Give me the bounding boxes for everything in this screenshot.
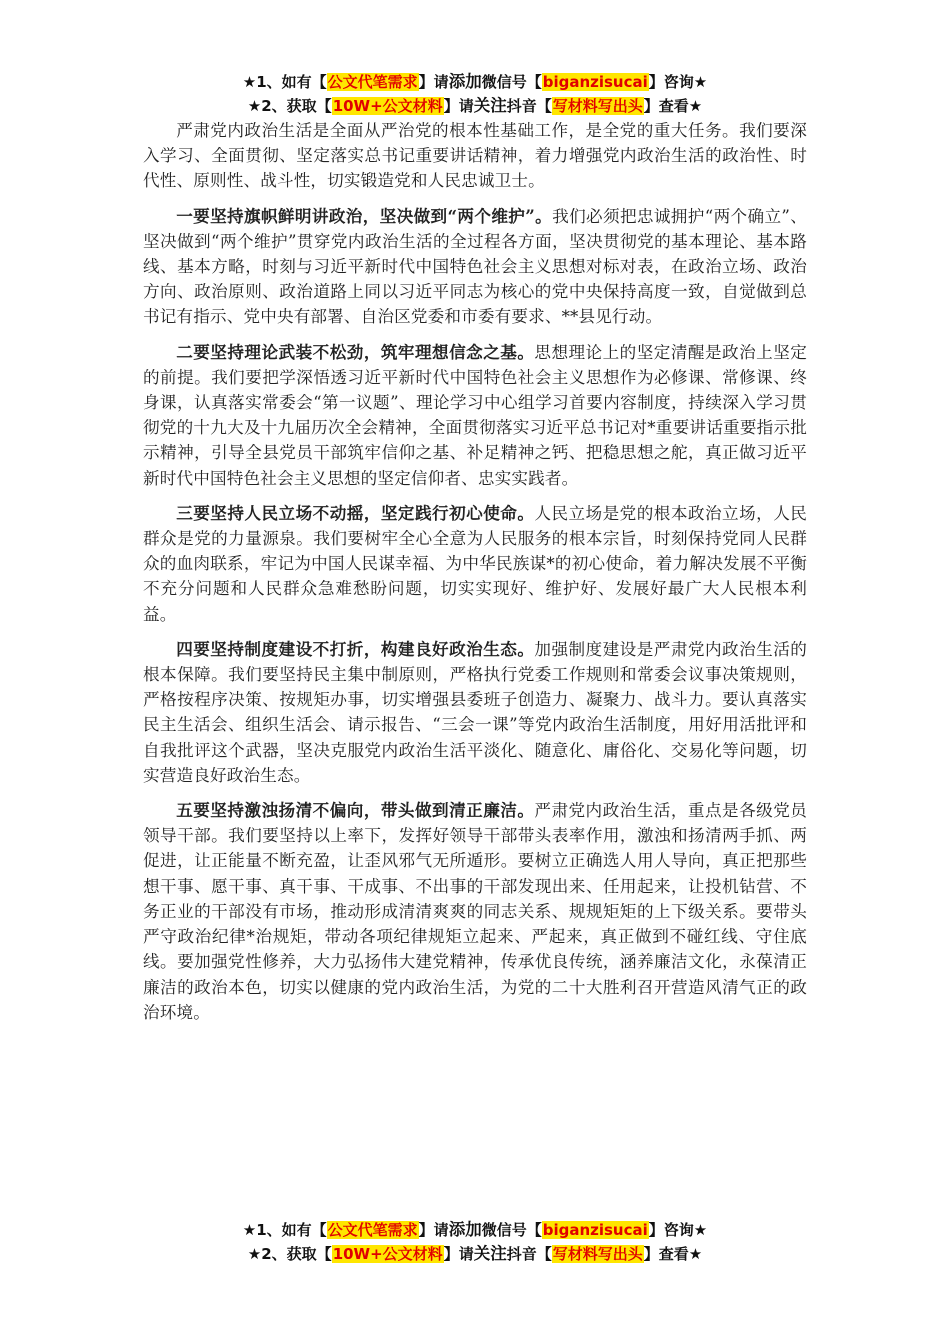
section-lead: 一要坚持旗帜鲜明讲政治，坚决做到“两个维护”。 <box>176 205 553 226</box>
promo-text: 抖音【 <box>506 1245 552 1263</box>
promo-text: ★2、获取【 <box>247 1245 332 1263</box>
promo-text: ★1、如有【 <box>242 73 327 91</box>
section-lead: 二要坚持理论武装不松劲，筑牢理想信念之基。 <box>176 341 535 362</box>
promo-douyin-id: 写材料写出头 <box>552 1245 643 1263</box>
promo-emphasis: 关注 <box>473 96 507 115</box>
promo-emphasis: 关注 <box>473 1244 507 1263</box>
promo-highlight: 公文代笔需求 <box>327 73 418 91</box>
promo-wechat-id: biganzisucai <box>542 1221 648 1239</box>
promo-highlight: 10W+公文材料 <box>332 1245 443 1263</box>
section-lead: 三要坚持人民立场不动摇，坚定践行初心使命。 <box>176 502 535 523</box>
promo-line-2 <box>0 1242 950 1266</box>
promo-text: 】请 <box>443 97 474 115</box>
promo-highlight: 10W+公文材料 <box>332 97 443 115</box>
section-text: 严肃党内政治生活，重点是各级党员领导干部。我们要坚持以上率下，发挥好领导干部带头表率作用，激浊和扬清两手抓、两促进，让正能量不断充盈，让歪风邪气无所遁形。要树立正确选人用人导向，真正把那些想干事、愿干事、真干事、干成事、不出事的干部发现出来、任用起来，让投机钻营、不务正业的干部没有市场，推动形成清清爽爽的同志关系、规规矩矩的上下级关系。要带头严守政治纪律*治规矩，带动各项纪律规矩立起来、严起来，真正做到不碰红线、守住底线。要加强党性修养，大力弘扬伟大建党精神，传承优良传统，涵养廉洁文化，永葆清正廉洁的政治本色，切实以健康的党内政治生活，为党的二十大胜利召开营造风清气正的政治环境。 <box>143 801 807 1022</box>
promo-line-1 <box>0 1218 950 1242</box>
promo-text: 】咨询★ <box>648 1221 708 1239</box>
promo-text: 】请 <box>418 1221 449 1239</box>
promo-text: 】请 <box>418 73 449 91</box>
intro-paragraph: 严肃党内政治生活是全面从严治党的根本性基础工作，是全党的重大任务。我们要深入学习、全面贯彻、坚定落实总书记重要讲话精神，着力增强党内政治生活的政治性、时代性、原则性、战斗性，切实锻造党和人民忠诚卫士。 <box>143 121 807 191</box>
promo-highlight: 公文代笔需求 <box>327 1221 418 1239</box>
promo-text: 微信号【 <box>481 73 542 91</box>
header-promo-banner <box>0 70 950 118</box>
footer-promo-banner <box>0 1218 950 1266</box>
promo-text: ★1、如有【 <box>242 1221 327 1239</box>
section-paragraph-1 <box>143 204 807 330</box>
promo-line-2 <box>0 94 950 118</box>
section-text: 我们必须把忠诚拥护“两个确立”、坚决做到“两个维护”贯穿党内政治生活的全过程各方面，坚决贯彻党的基本理论、基本路线、基本方略，时刻与习近平新时代中国特色社会主义思想对标对表，在政治立场、政治方向、政治原则、政治道路上同以习近平同志为核心的党中央保持高度一致，自觉做到总书记有指示、党中央有部署、自治区党委和市委有要求、**县见行动。 <box>143 206 807 327</box>
promo-text: 】查看★ <box>643 1245 703 1263</box>
promo-text: 微信号【 <box>481 1221 542 1239</box>
promo-text: 】请 <box>443 1245 474 1263</box>
section-paragraph-5 <box>143 798 807 1025</box>
promo-text: 】咨询★ <box>648 73 708 91</box>
promo-emphasis: 添加 <box>448 72 482 91</box>
section-text: 人民立场是党的根本政治立场，人民群众是党的力量源泉。我们要树牢全心全意为人民服务的根本宗旨，时刻保持党同人民群众的血肉联系，牢记为中国人民谋幸福、为中华民族谋*的初心使命，着力解决发展不平衡不充分问题和人民群众急难愁盼问题，切实实现好、维护好、发展好最广大人民根本利益。 <box>143 503 807 624</box>
promo-text: 】查看★ <box>643 97 703 115</box>
document-body <box>143 118 807 1035</box>
section-paragraph-4 <box>143 637 807 788</box>
section-text: 思想理论上的坚定清醒是政治上坚定的前提。我们要把学深悟透习近平新时代中国特色社会主义思想作为必修课、常修课、终身课，认真落实常委会“第一议题”、理论学习中心组学习首要内容制度，持续深入学习贯彻党的十九大及十九届历次全会精神，全面贯彻落实习近平总书记对*重要讲话重要指示批示精神，引导全县党员干部筑牢信仰之基、补足精神之钙、把稳思想之舵，真正做习近平新时代中国特色社会主义思想的坚定信仰者、忠实实践者。 <box>143 342 807 488</box>
promo-text: 抖音【 <box>506 97 552 115</box>
section-paragraph-2 <box>143 340 807 491</box>
promo-text: ★2、获取【 <box>247 97 332 115</box>
promo-wechat-id: biganzisucai <box>542 73 648 91</box>
section-text: 加强制度建设是严肃党内政治生活的根本保障。我们要坚持民主集中制原则，严格执行党委工作规则和常委会议事决策规则，严格按程序决策、按规矩办事，切实增强县委班子创造力、凝聚力、战斗力。要认真落实民主生活会、组织生活会、请示报告、“三会一课”等党内政治生活制度，用好用活批评和自我批评这个武器，坚决克服党内政治生活平淡化、随意化、庸俗化、交易化等问题，切实营造良好政治生态。 <box>143 639 807 785</box>
promo-line-1 <box>0 70 950 94</box>
section-lead: 四要坚持制度建设不打折，构建良好政治生态。 <box>176 638 535 659</box>
promo-douyin-id: 写材料写出头 <box>552 97 643 115</box>
section-paragraph-3 <box>143 501 807 627</box>
section-lead: 五要坚持激浊扬清不偏向，带头做到清正廉洁。 <box>176 800 535 821</box>
promo-emphasis: 添加 <box>448 1220 482 1239</box>
